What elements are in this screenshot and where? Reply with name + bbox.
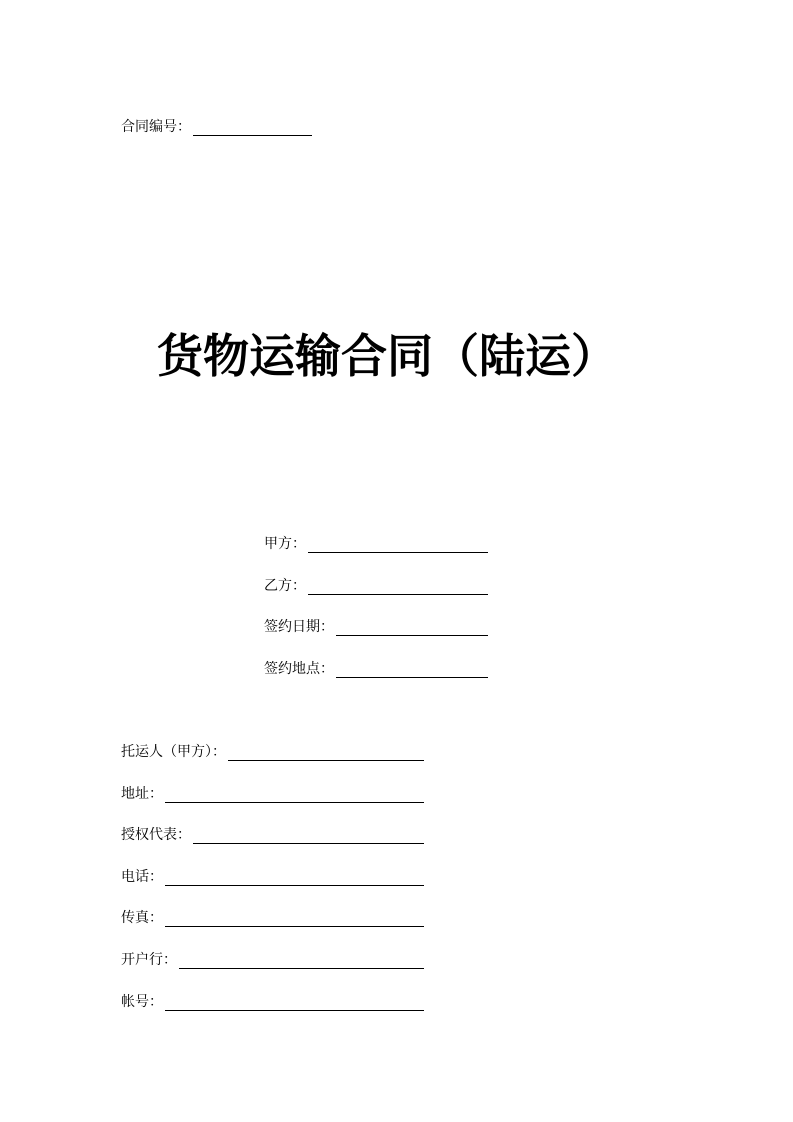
address-input[interactable] bbox=[165, 786, 424, 803]
bank-label: 开户行： bbox=[121, 952, 177, 968]
signing-date-input[interactable] bbox=[336, 619, 488, 636]
shipper-input[interactable] bbox=[228, 744, 424, 761]
address-label: 地址： bbox=[121, 786, 163, 802]
shipper-field bbox=[121, 743, 424, 761]
fax-label: 传真： bbox=[121, 910, 163, 926]
bank-field bbox=[121, 951, 424, 969]
signing-place-input[interactable] bbox=[336, 661, 488, 678]
party-a-label: 甲方： bbox=[264, 536, 306, 552]
document-title: 货物运输合同（陆运） bbox=[157, 329, 617, 383]
phone-input[interactable] bbox=[165, 869, 424, 886]
fax-input[interactable] bbox=[165, 910, 424, 927]
representative-input[interactable] bbox=[193, 827, 424, 844]
signing-place-label: 签约地点： bbox=[264, 661, 334, 677]
party-b-label: 乙方： bbox=[264, 578, 306, 594]
signing-date-label: 签约日期： bbox=[264, 619, 334, 635]
signing-place-field bbox=[264, 660, 488, 678]
phone-field bbox=[121, 868, 424, 886]
address-field bbox=[121, 785, 424, 803]
bank-input[interactable] bbox=[179, 952, 424, 969]
party-a-field bbox=[264, 535, 488, 553]
contract-number-input[interactable] bbox=[193, 119, 312, 136]
account-label: 帐号： bbox=[121, 994, 163, 1010]
signing-date-field bbox=[264, 618, 488, 636]
account-field bbox=[121, 993, 424, 1011]
representative-field bbox=[121, 826, 424, 844]
phone-label: 电话： bbox=[121, 869, 163, 885]
contract-number-field bbox=[121, 118, 312, 136]
party-b-field bbox=[264, 577, 488, 595]
party-b-input[interactable] bbox=[308, 578, 488, 595]
shipper-label: 托运人（甲方）： bbox=[121, 744, 226, 760]
representative-label: 授权代表： bbox=[121, 827, 191, 843]
fax-field bbox=[121, 909, 424, 927]
party-a-input[interactable] bbox=[308, 536, 488, 553]
contract-number-label: 合同编号： bbox=[121, 119, 191, 135]
account-input[interactable] bbox=[165, 994, 424, 1011]
